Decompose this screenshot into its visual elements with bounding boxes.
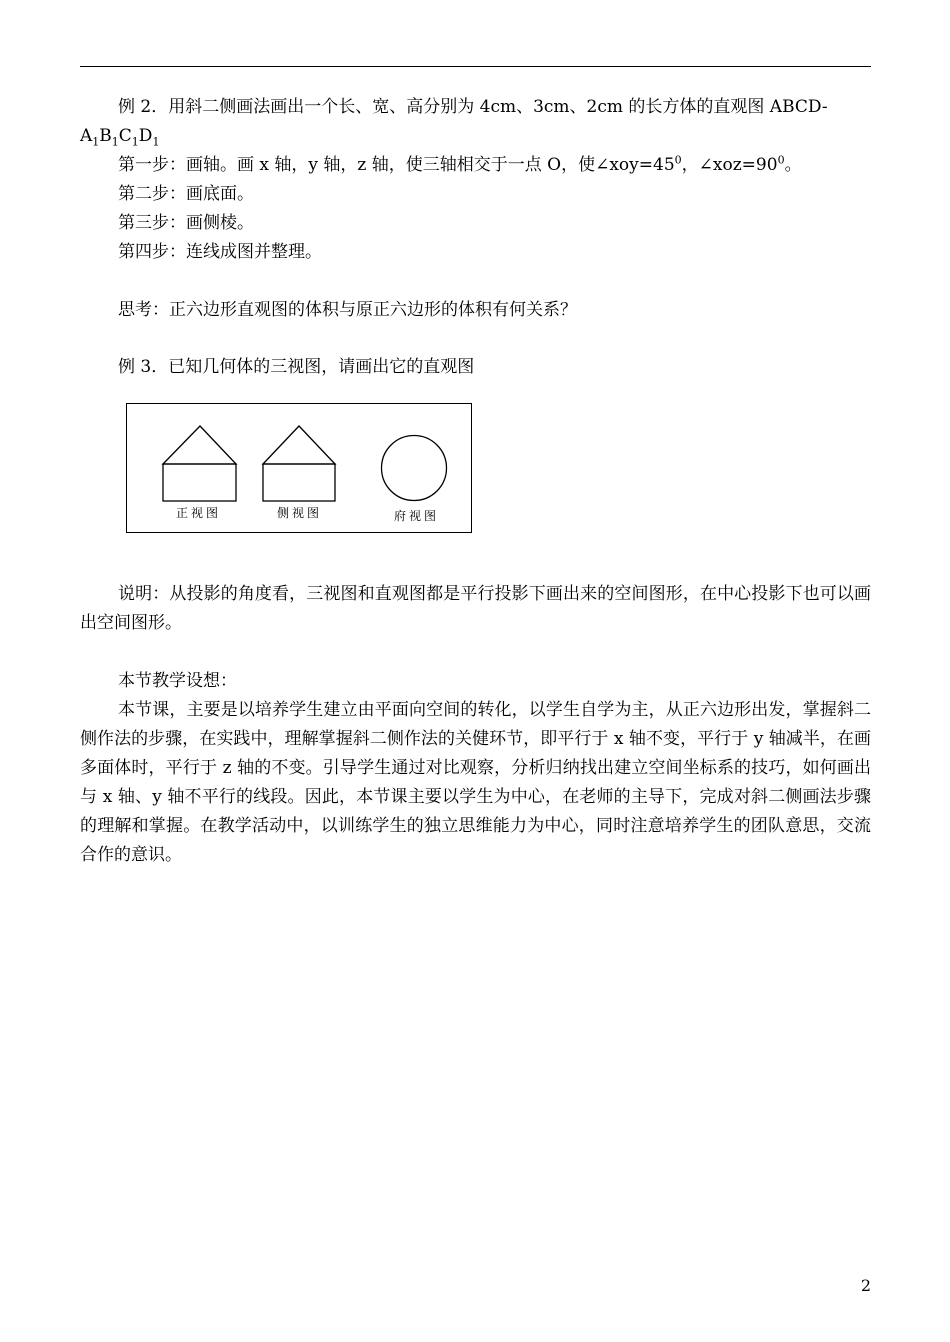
front-view-shape [163, 426, 236, 501]
example2-title: 例 2．用斜二侧画法画出一个长、宽、高分别为 4cm、3cm、2cm 的长方体的直观图 ABCD- [118, 97, 828, 117]
side-view-caption: 侧视图 [277, 506, 323, 520]
step-1: 第一步：画轴。画 x 轴，y 轴，z 轴，使三轴相交于一点 O，使$\angle xoy=45^0$，$\angle xoz=90^0$。 [118, 153, 802, 175]
header-rule [80, 66, 871, 67]
front-view-caption: 正视图 [176, 506, 222, 520]
step-2: 第二步：画底面。 [118, 184, 254, 204]
front-view-triangle [163, 426, 236, 464]
design-paragraph: 本节课，主要是以培养学生建立由平面向空间的转化，以学生自学为主，从正六边形出发，掌握斜二侧作法的步骤，在实践中，理解掌握斜二侧作法的关健环节，即平行于 x 轴不变，平行于 y 轴减半，在画多面体时，平行于 z 轴的不变。引导学生通过对比观察，分析归纳找出建立空间坐标系的技巧，如何画出与 x 轴、y 轴不平行的线段。因此，本节课主要以学生为中心，在老师的主导下，完成对斜二侧画法步骤的理解和掌握。在教学活动中，以训练学生的独立思维能力为中心，同时注意培养学生的团队意思，交流合作的意识。 [80, 700, 871, 865]
top-view-caption: 府视图 [394, 509, 440, 523]
page-number: 2 [860, 1276, 871, 1295]
side-view-rect [263, 464, 335, 501]
note-paragraph: 说明：从投影的角度看，三视图和直观图都是平行投影下画出来的空间图形，在中心投影下也可以画出空间图形。 [80, 584, 871, 633]
top-view-circle [382, 436, 447, 501]
example3-title: 例 3．已知几何体的三视图，请画出它的直观图 [118, 357, 475, 377]
example2-title-cont: $A_1B_1C_1D_1$ [80, 126, 160, 149]
side-view-shape [263, 426, 335, 501]
three-views-figure [126, 403, 472, 533]
step-3: 第三步：画侧棱。 [118, 213, 254, 233]
front-view-rect [163, 464, 236, 501]
side-view-triangle [263, 426, 335, 464]
design-heading: 本节教学设想： [118, 671, 237, 691]
step-4: 第四步：连线成图并整理。 [118, 242, 322, 262]
think-question: 思考：正六边形直观图的体积与原正六边形的体积有何关系？ [118, 300, 577, 320]
